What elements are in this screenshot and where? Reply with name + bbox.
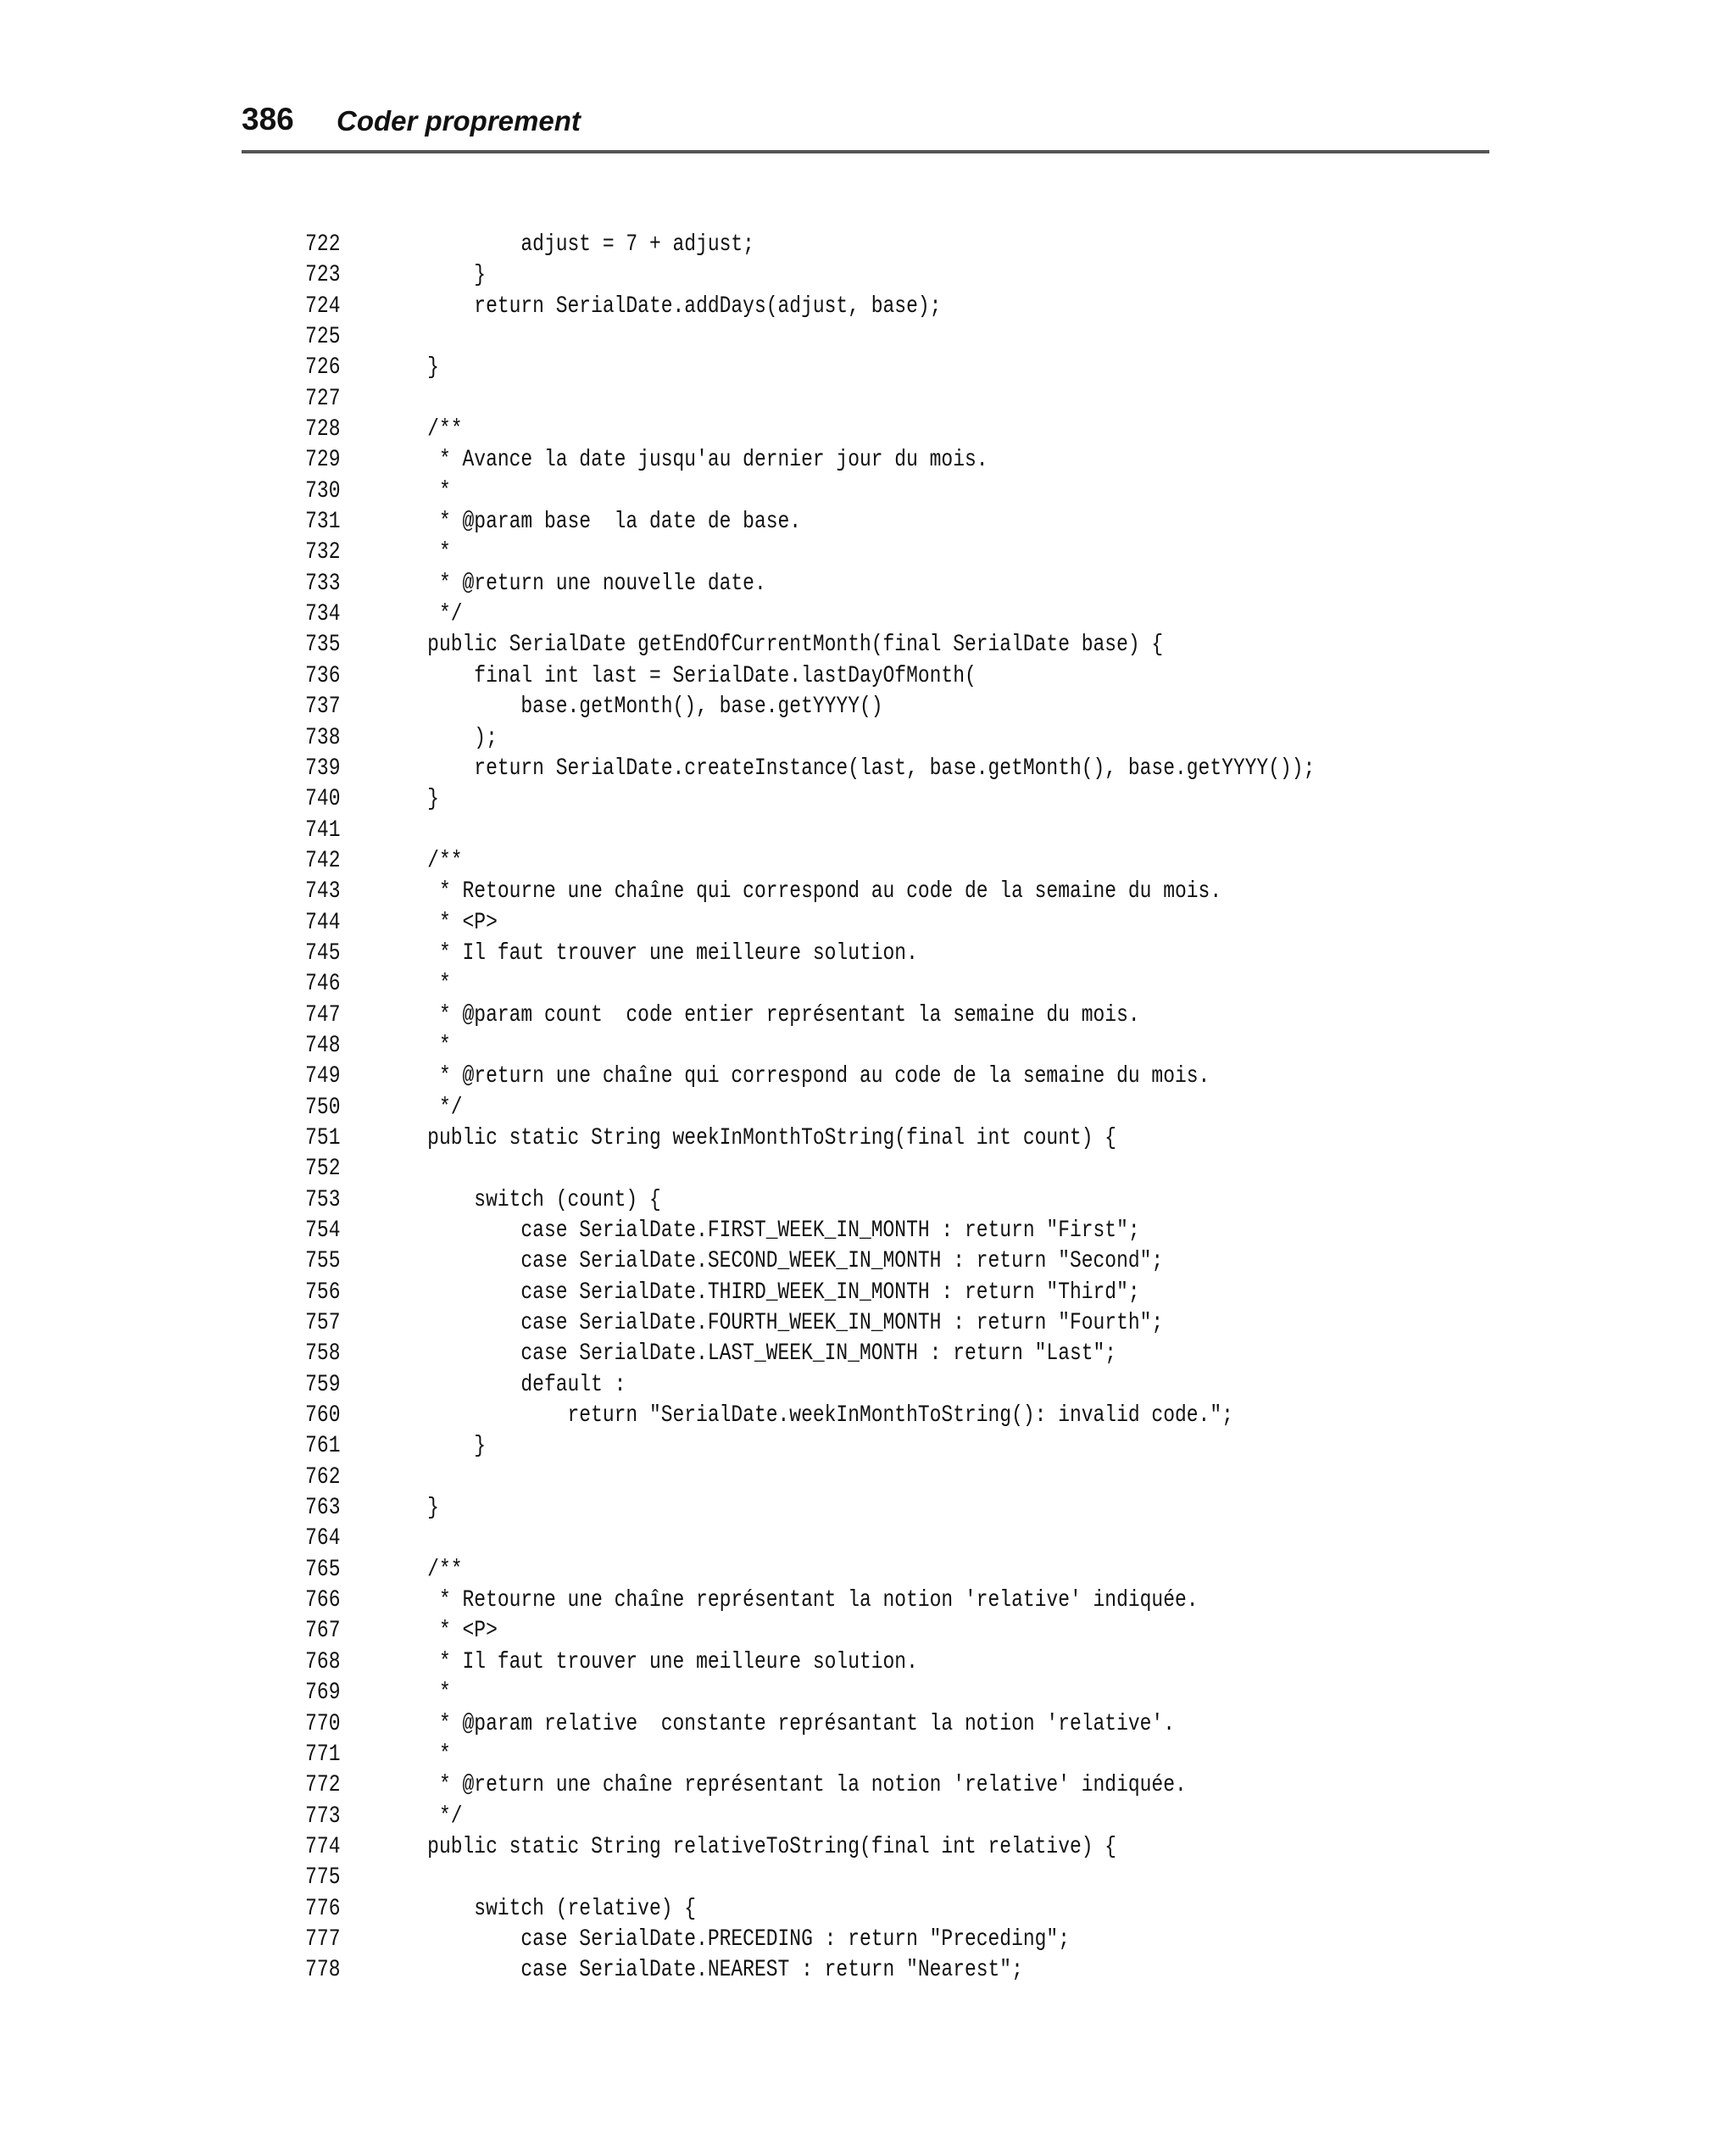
code-line bbox=[288, 1093, 1275, 1123]
code-text: * bbox=[381, 1032, 451, 1059]
code-line bbox=[288, 1740, 1275, 1770]
line-number: 765 bbox=[305, 1556, 341, 1583]
code-text: * <P> bbox=[381, 1618, 498, 1645]
line-number: 741 bbox=[305, 816, 341, 844]
code-line bbox=[288, 754, 1316, 784]
line-number: 746 bbox=[305, 971, 341, 998]
code-line bbox=[288, 816, 1275, 846]
code-text: } bbox=[381, 1495, 439, 1522]
code-line bbox=[288, 692, 1275, 722]
code-line bbox=[288, 507, 1275, 538]
code-text: switch (relative) { bbox=[381, 1895, 697, 1922]
code-text: return SerialDate.addDays(adjust, base); bbox=[381, 293, 942, 320]
line-number: 739 bbox=[305, 755, 341, 782]
code-line bbox=[288, 939, 1275, 969]
code-line bbox=[288, 661, 1275, 692]
code-text: ); bbox=[381, 724, 498, 751]
code-line bbox=[288, 1031, 1275, 1062]
code-text: case SerialDate.FIRST_WEEK_IN_MONTH : return "First"; bbox=[381, 1218, 1140, 1244]
code-text: * Il faut trouver une meilleure solution. bbox=[381, 939, 918, 967]
code-text: */ bbox=[381, 601, 463, 628]
line-number: 722 bbox=[305, 231, 341, 258]
code-text: */ bbox=[381, 1094, 463, 1121]
line-number: 778 bbox=[305, 1957, 341, 1984]
line-number: 726 bbox=[305, 354, 341, 382]
line-number: 744 bbox=[305, 909, 341, 936]
code-line bbox=[288, 1339, 1275, 1369]
line-number: 776 bbox=[305, 1895, 341, 1922]
code-text: * bbox=[381, 1741, 451, 1768]
line-number: 771 bbox=[305, 1741, 341, 1768]
line-number: 751 bbox=[305, 1124, 341, 1151]
line-number: 745 bbox=[305, 939, 341, 967]
code-line bbox=[288, 1493, 1275, 1524]
code-text: final int last = SerialDate.lastDayOfMonth( bbox=[381, 662, 976, 689]
code-text: case SerialDate.THIRD_WEEK_IN_MONTH : return "Third"; bbox=[381, 1279, 1140, 1306]
code-text: case SerialDate.NEAREST : return "Nearest"; bbox=[381, 1957, 1023, 1984]
code-line bbox=[288, 1832, 1275, 1863]
code-line bbox=[288, 1925, 1275, 1955]
line-number: 757 bbox=[305, 1310, 341, 1337]
code-line bbox=[288, 1308, 1275, 1339]
line-number: 750 bbox=[305, 1094, 341, 1121]
line-number: 732 bbox=[305, 539, 341, 566]
line-number: 723 bbox=[305, 262, 341, 289]
code-text: * @return une nouvelle date. bbox=[381, 570, 766, 597]
page-number: 386 bbox=[242, 102, 294, 137]
line-number: 733 bbox=[305, 570, 341, 597]
code-line bbox=[288, 445, 1275, 476]
code-line bbox=[288, 877, 1275, 907]
line-number: 736 bbox=[305, 662, 341, 689]
line-number: 749 bbox=[305, 1063, 341, 1090]
code-line bbox=[288, 353, 1275, 383]
line-number: 747 bbox=[305, 1001, 341, 1028]
code-line bbox=[288, 1894, 1275, 1925]
code-text: /** bbox=[381, 847, 463, 874]
code-line bbox=[288, 1770, 1275, 1801]
code-text: * @param count code entier représentant la semaine du mois. bbox=[381, 1001, 1140, 1028]
line-number: 766 bbox=[305, 1587, 341, 1614]
line-number: 729 bbox=[305, 447, 341, 474]
line-number: 730 bbox=[305, 477, 341, 504]
code-text: public SerialDate getEndOfCurrentMonth(final SerialDate base) { bbox=[381, 632, 1164, 659]
code-line bbox=[288, 1246, 1275, 1277]
line-number: 753 bbox=[305, 1186, 341, 1213]
code-line bbox=[288, 599, 1275, 630]
code-text: */ bbox=[381, 1803, 463, 1830]
code-text: * Il faut trouver une meilleure solution. bbox=[381, 1648, 918, 1675]
line-number: 774 bbox=[305, 1833, 341, 1860]
code-text: case SerialDate.PRECEDING : return "Preceding"; bbox=[381, 1925, 1070, 1953]
code-line bbox=[288, 1431, 1275, 1462]
code-line bbox=[288, 538, 1275, 568]
code-line bbox=[288, 384, 1275, 415]
line-number: 775 bbox=[305, 1864, 341, 1892]
code-text: * bbox=[381, 971, 451, 998]
code-listing bbox=[288, 230, 1492, 1987]
code-text: * bbox=[381, 1680, 451, 1707]
code-line bbox=[288, 1555, 1275, 1585]
line-number: 752 bbox=[305, 1156, 341, 1183]
line-number: 735 bbox=[305, 632, 341, 659]
code-line bbox=[288, 1123, 1275, 1154]
code-line bbox=[288, 969, 1275, 1000]
line-number: 777 bbox=[305, 1925, 341, 1953]
code-text: adjust = 7 + adjust; bbox=[381, 231, 754, 258]
code-text: } bbox=[381, 1433, 487, 1460]
line-number: 734 bbox=[305, 601, 341, 628]
code-text: * @return une chaîne qui correspond au code de la semaine du mois. bbox=[381, 1063, 1210, 1090]
code-line bbox=[288, 1216, 1275, 1246]
code-line bbox=[288, 415, 1275, 445]
code-line bbox=[288, 1524, 1275, 1554]
code-line bbox=[288, 784, 1275, 815]
line-number: 738 bbox=[305, 724, 341, 751]
code-line bbox=[288, 1154, 1275, 1184]
code-text: * bbox=[381, 539, 451, 566]
line-number: 767 bbox=[305, 1618, 341, 1645]
line-number: 758 bbox=[305, 1340, 341, 1368]
code-text: default : bbox=[381, 1371, 626, 1398]
line-number: 737 bbox=[305, 694, 341, 721]
code-text: case SerialDate.FOURTH_WEEK_IN_MONTH : return "Fourth"; bbox=[381, 1310, 1164, 1337]
code-line bbox=[288, 292, 1275, 322]
code-line bbox=[288, 1709, 1275, 1740]
line-number: 728 bbox=[305, 416, 341, 443]
code-line bbox=[288, 630, 1275, 660]
code-text: * Retourne une chaîne représentant la notion 'relative' indiquée. bbox=[381, 1587, 1199, 1614]
line-number: 760 bbox=[305, 1402, 341, 1429]
book-title: Coder proprement bbox=[337, 105, 581, 137]
line-number: 759 bbox=[305, 1371, 341, 1398]
line-number: 768 bbox=[305, 1648, 341, 1675]
line-number: 773 bbox=[305, 1803, 341, 1830]
page-header bbox=[242, 95, 1488, 154]
line-number: 755 bbox=[305, 1248, 341, 1275]
code-text: base.getMonth(), base.getYYYY() bbox=[381, 694, 883, 721]
code-line bbox=[288, 569, 1275, 599]
code-line bbox=[288, 1616, 1275, 1647]
code-line bbox=[288, 1678, 1275, 1708]
line-number: 725 bbox=[305, 324, 341, 351]
code-text: * @param base la date de base. bbox=[381, 509, 802, 536]
code-line bbox=[288, 1000, 1275, 1031]
code-text: * Retourne une chaîne qui correspond au code de la semaine du mois. bbox=[381, 878, 1222, 906]
code-text: return SerialDate.createInstance(last, base.getMonth(), base.getYYYY()); bbox=[381, 755, 1316, 782]
line-number: 724 bbox=[305, 293, 341, 320]
code-line bbox=[288, 1585, 1275, 1616]
code-text: * bbox=[381, 477, 451, 504]
line-number: 763 bbox=[305, 1495, 341, 1522]
line-number: 756 bbox=[305, 1279, 341, 1306]
code-line bbox=[288, 1278, 1275, 1308]
line-number: 742 bbox=[305, 847, 341, 874]
line-number: 727 bbox=[305, 385, 341, 412]
line-number: 748 bbox=[305, 1032, 341, 1059]
code-line bbox=[288, 260, 1275, 291]
line-number: 762 bbox=[305, 1463, 341, 1491]
line-number: 743 bbox=[305, 878, 341, 906]
code-text: case SerialDate.LAST_WEEK_IN_MONTH : return "Last"; bbox=[381, 1340, 1117, 1368]
code-line bbox=[288, 1062, 1275, 1092]
code-line bbox=[288, 1955, 1275, 1986]
code-line bbox=[288, 476, 1275, 507]
code-text: * <P> bbox=[381, 909, 498, 936]
code-line bbox=[288, 1463, 1275, 1493]
line-number: 772 bbox=[305, 1772, 341, 1799]
code-line bbox=[288, 1863, 1275, 1893]
code-text: switch (count) { bbox=[381, 1186, 661, 1213]
code-text: } bbox=[381, 786, 439, 813]
line-number: 761 bbox=[305, 1433, 341, 1460]
code-line bbox=[288, 1401, 1275, 1431]
code-text: public static String weekInMonthToString(final int count) { bbox=[381, 1124, 1117, 1151]
code-text: * @param relative constante représantant la notion 'relative'. bbox=[381, 1710, 1175, 1737]
line-number: 764 bbox=[305, 1525, 341, 1552]
code-line bbox=[288, 1802, 1275, 1832]
code-text: return "SerialDate.weekInMonthToString(): invalid code."; bbox=[381, 1402, 1233, 1429]
code-line bbox=[288, 1647, 1275, 1678]
line-number: 731 bbox=[305, 509, 341, 536]
line-number: 740 bbox=[305, 786, 341, 813]
header-rule bbox=[242, 150, 1489, 153]
code-text: /** bbox=[381, 1556, 463, 1583]
code-line bbox=[288, 908, 1275, 939]
code-line bbox=[288, 322, 1275, 353]
code-text: } bbox=[381, 262, 487, 289]
code-line bbox=[288, 1370, 1275, 1401]
code-line bbox=[288, 230, 1275, 260]
code-text: * @return une chaîne représentant la notion 'relative' indiquée. bbox=[381, 1772, 1187, 1799]
code-line bbox=[288, 846, 1275, 877]
code-line bbox=[288, 723, 1275, 754]
line-number: 770 bbox=[305, 1710, 341, 1737]
line-number: 769 bbox=[305, 1680, 341, 1707]
code-text: } bbox=[381, 354, 439, 382]
code-text: public static String relativeToString(final int relative) { bbox=[381, 1833, 1117, 1860]
code-text: * Avance la date jusqu'au dernier jour du mois. bbox=[381, 447, 988, 474]
code-line bbox=[288, 1185, 1275, 1216]
line-number: 754 bbox=[305, 1218, 341, 1244]
code-text: case SerialDate.SECOND_WEEK_IN_MONTH : return "Second"; bbox=[381, 1248, 1164, 1275]
code-text: /** bbox=[381, 416, 463, 443]
